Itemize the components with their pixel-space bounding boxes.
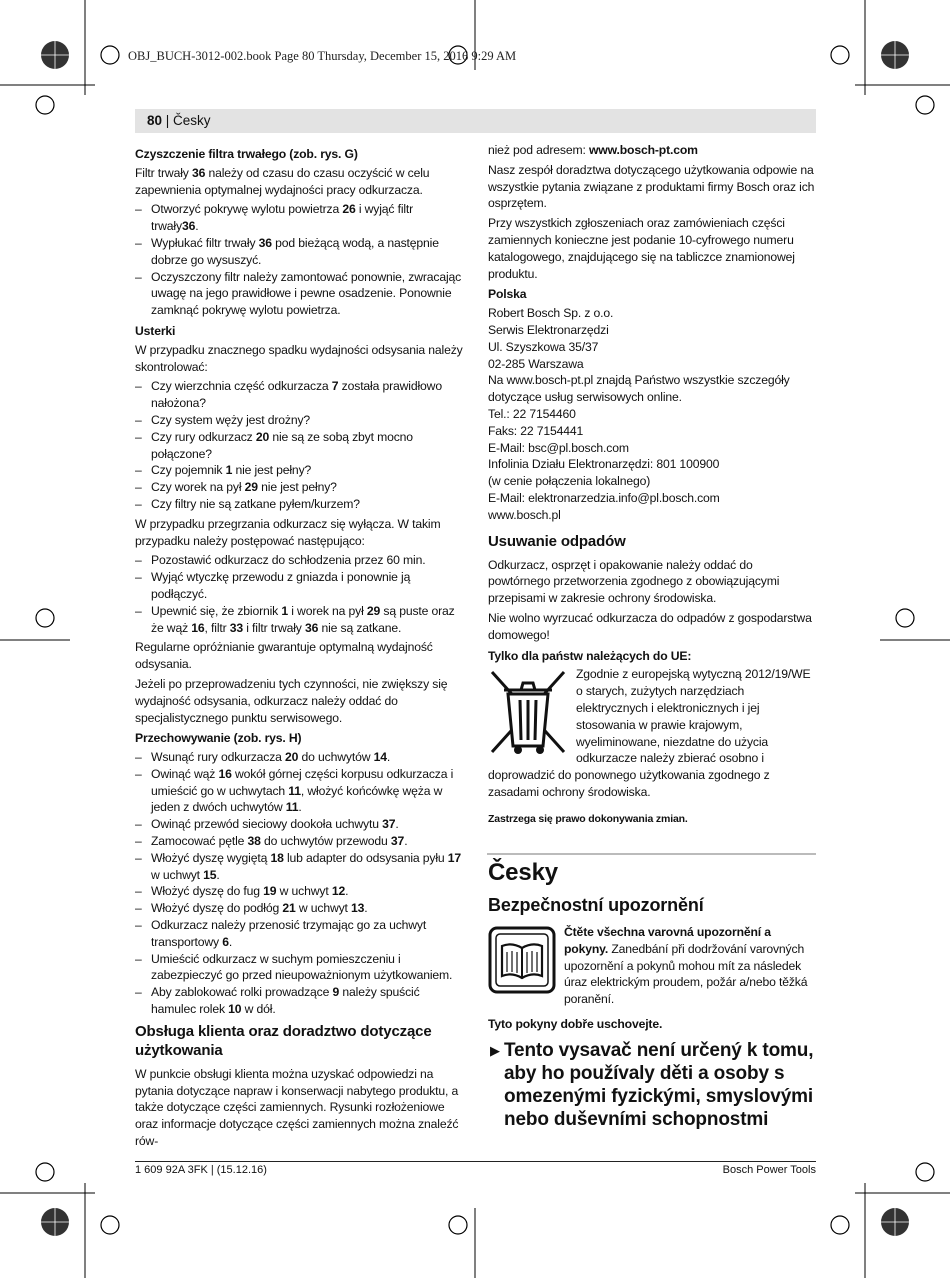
list-item: – Owinąć wąż 16 wokół górnej części korpusu odkurzacza i umieścić go w uchwytach 11, włożyć końcówkę węża w jeden z dwóch uchwytów 11. bbox=[135, 766, 463, 816]
page-number: 80 bbox=[147, 113, 163, 128]
list-item: – Odkurzacz należy przenosić trzymając go za uchwyt transportowy 6. bbox=[135, 917, 463, 951]
address-line: Robert Bosch Sp. z o.o. bbox=[488, 306, 614, 321]
section-title-storage: Przechowywanie (zob. rys. H) bbox=[135, 731, 302, 746]
faults-paragraph-1: W przypadku znacznego spadku wydajności odsysania należy skontrolować: bbox=[135, 342, 463, 374]
list-item: – Czy filtry nie są zatkane pyłem/kurzem? bbox=[135, 496, 463, 513]
list-item: – Włożyć dyszę do podłóg 21 w uchwyt 13. bbox=[135, 900, 463, 917]
list-item: – Zamocować pętle 38 do uchwytów przewodu 37. bbox=[135, 833, 463, 850]
address-line: E-Mail: elektronarzedzia.info@pl.bosch.com bbox=[488, 490, 720, 505]
faults-list-1 bbox=[135, 378, 463, 512]
footer-catalog-number: 1 609 92A 3FK | (15.12.16) bbox=[135, 1164, 267, 1176]
faults-paragraph-2: W przypadku przegrzania odkurzacz się wyłącza. W takim przypadku należy postępować następująco: bbox=[135, 516, 441, 548]
list-item: – Wyjąć wtyczkę przewodu z gniazda i ponownie ją podłączyć. bbox=[135, 569, 463, 603]
list-item: – Pozostawić odkurzacz do schłodzenia przez 60 min. bbox=[135, 552, 463, 569]
web-address-line: nież pod adresem: www.bosch-pt.com bbox=[488, 143, 698, 157]
section-title-customer-service: Obsługa klienta oraz doradztwo dotyczące użytkowania bbox=[135, 1022, 432, 1059]
list-item: – Otworzyć pokrywę wylotu powietrza 26 i wyjąć filtr trwały36. bbox=[135, 201, 463, 235]
warning-bullet bbox=[488, 1039, 816, 1131]
list-item: – Czy wierzchnia część odkurzacza 7 została prawidłowo nałożona? bbox=[135, 378, 463, 412]
read-warnings-text: Zanedbání při dodržování varovných upozornění a pokynů mohou mít za následek úraz elektrickým proudem, požár a/nebo těžká poranění. bbox=[564, 941, 808, 1007]
list-item: – Owinąć przewód sieciowy dookoła uchwytu 37. bbox=[135, 816, 463, 833]
address-line: Na www.bosch-pt.pl znajdą Państwo wszystkie szczegóły dotyczące usług serwisowych online. bbox=[488, 373, 790, 405]
address-line: Tel.: 22 7154460 bbox=[488, 406, 576, 421]
changes-reserved-note: Zastrzega się prawo dokonywania zmian. bbox=[488, 812, 688, 825]
customer-service-paragraph: W punkcie obsługi klienta można uzyskać odpowiedzi na pytania dotyczące napraw i konserwacji nabytego produktu, a także dotyczące części zamiennych. Rysunki rozłożeniowe oraz informacje dotyczące części zamiennych można znaleźć rów- bbox=[135, 1066, 459, 1149]
list-item: – Włożyć dyszę do fug 19 w uchwyt 12. bbox=[135, 883, 463, 900]
czech-section bbox=[488, 858, 816, 1131]
list-item: – Czy worek na pył 29 nie jest pełny? bbox=[135, 479, 463, 496]
address-block bbox=[488, 305, 816, 523]
address-line: 02-285 Warszawa bbox=[488, 356, 584, 371]
left-column bbox=[135, 142, 463, 1153]
address-line: Serwis Elektronarzędzi bbox=[488, 322, 609, 337]
advice-paragraph: Nasz zespół doradztwa dotyczącego użytkowania odpowie na wszystkie pytania związane z produktami firmy Bosch oraz ich osprzętem. bbox=[488, 162, 815, 211]
faults-paragraph-3: Regularne opróżnianie gwarantuje optymalną wydajność odsysania. bbox=[135, 640, 433, 672]
header-separator: | bbox=[162, 113, 174, 128]
crossed-bin-icon bbox=[488, 668, 568, 756]
spare-parts-paragraph: Przy wszystkich zgłoszeniach oraz zamówieniach części zamiennych konieczne jest podanie 10-cyfrowego numeru katalogowego, znajdującego się na tabliczce znamionowej produktu. bbox=[488, 216, 795, 281]
footer-brand: Bosch Power Tools bbox=[722, 1164, 816, 1176]
eu-disposal-text: Zgodnie z europejską wytyczną 2012/19/WE o starych, zużytych narzędziach elektrycznych i elektronicznych i jej stosowania w prawie krajowym, wyeliminowane, niezdatne do użycia odkurzacze należy zbierać osobno i doprowadzić do ponownego użytkowania zgodnego z zasadami ochrony środowiska. bbox=[488, 667, 811, 799]
list-item: – Czy rury odkurzacz 20 nie są ze sobą zbyt mocno połączone? bbox=[135, 429, 463, 463]
list-item: – Czy system węży jest drożny? bbox=[135, 412, 463, 429]
right-column bbox=[488, 142, 816, 830]
filter-paragraph: Filtr trwały 36 należy od czasu do czasu oczyścić w celu zapewnienia optymalnej wydajności pracy odkurzacza. bbox=[135, 165, 430, 197]
read-manual-block bbox=[488, 924, 816, 1008]
czech-section-divider bbox=[487, 853, 816, 855]
children-warning-text: Tento vysavač není určený k tomu, aby ho používaly děti a osoby s omezenými fyzickými, smyslovými nebo duševními schopnostmi bbox=[504, 1039, 814, 1130]
address-line: Faks: 22 7154441 bbox=[488, 423, 584, 438]
eu-disposal-block bbox=[488, 666, 816, 800]
faults-paragraph-4: Jeżeli po przeprowadzeniu tych czynności, nie zwiększy się wydajność odsysania, odkurzacz należy oddać do specjalistycznego punktu serwisowego. bbox=[135, 676, 448, 725]
address-line: (w cenie połączenia lokalnego) bbox=[488, 474, 651, 489]
eu-only-title: Tylko dla państw należących do UE: bbox=[488, 648, 692, 663]
address-line: Infolinia Działu Elektronarzędzi: 801 100900 bbox=[488, 457, 720, 472]
address-line: Ul. Szyszkowa 35/37 bbox=[488, 339, 599, 354]
address-line: E-Mail: bsc@pl.bosch.com bbox=[488, 440, 629, 455]
section-title-waste: Usuwanie odpadów bbox=[488, 532, 626, 550]
list-item: – Czy pojemnik 1 nie jest pełny? bbox=[135, 462, 463, 479]
list-item: – Oczyszczony filtr należy zamontować ponownie, zwracając uwagę na jego prawidłowe i pewne osadzenie. Ponownie zamknąć pokrywę wylotu powietrza. bbox=[135, 269, 463, 319]
triangle-bullet-icon: ▶ bbox=[490, 1042, 500, 1058]
list-item: – Wsunąć rury odkurzacza 20 do uchwytów 14. bbox=[135, 749, 463, 766]
list-item: – Aby zablokować rolki prowadzące 9 należy spuścić hamulec rolek 10 w dół. bbox=[135, 984, 463, 1018]
faults-list-2 bbox=[135, 552, 463, 636]
keep-instructions-note: Tyto pokyny dobře uschovejte. bbox=[488, 1016, 663, 1031]
section-title-faults: Usterki bbox=[135, 323, 176, 338]
czech-safety-title: Bezpečnostní upozornění bbox=[488, 895, 704, 915]
header-language: Česky bbox=[173, 113, 211, 128]
section-title-filter: Czyszczenie filtra trwałego (zob. rys. G) bbox=[135, 147, 358, 161]
bosch-pt-link[interactable]: www.bosch-pt.com bbox=[588, 143, 698, 157]
czech-language-title: Česky bbox=[488, 859, 558, 886]
book-info-line: OBJ_BUCH-3012-002.book Page 80 Thursday, December 15, 2016 9:29 AM bbox=[128, 49, 517, 63]
footer-rule bbox=[135, 1161, 816, 1162]
address-line: www.bosch.pl bbox=[488, 507, 561, 522]
read-manual-icon bbox=[488, 926, 556, 994]
page-header bbox=[135, 109, 816, 133]
list-item: – Włożyć dyszę wygiętą 18 lub adapter do odsysania pyłu 17 w uchwyt 15. bbox=[135, 850, 463, 884]
list-item: – Upewnić się, że zbiornik 1 i worek na pył 29 są puste oraz że wąż 16, filtr 33 i filtr trwały 36 nie są zatkane. bbox=[135, 603, 463, 637]
storage-list bbox=[135, 749, 463, 1018]
waste-paragraph-1: Odkurzacz, osprzęt i opakowanie należy oddać do powtórnego przetworzenia zgodnego z obowiązującymi przepisami w zakresie ochrony środowiska. bbox=[488, 557, 780, 606]
waste-paragraph-2: Nie wolno wyrzucać odkurzacza do odpadów z gospodarstwa domowego! bbox=[488, 610, 812, 642]
country-title-polska: Polska bbox=[488, 287, 527, 302]
list-item: – Umieścić odkurzacz w suchym pomieszczeniu i zabezpieczyć go przed nieupoważnionym użytkowaniem. bbox=[135, 951, 463, 985]
filter-list bbox=[135, 201, 463, 319]
read-warnings-bold: Čtěte všechna varovná upozornění a pokyny. bbox=[564, 925, 771, 956]
list-item: – Wypłukać filtr trwały 36 pod bieżącą wodą, a następnie dobrze go wysuszyć. bbox=[135, 235, 463, 269]
